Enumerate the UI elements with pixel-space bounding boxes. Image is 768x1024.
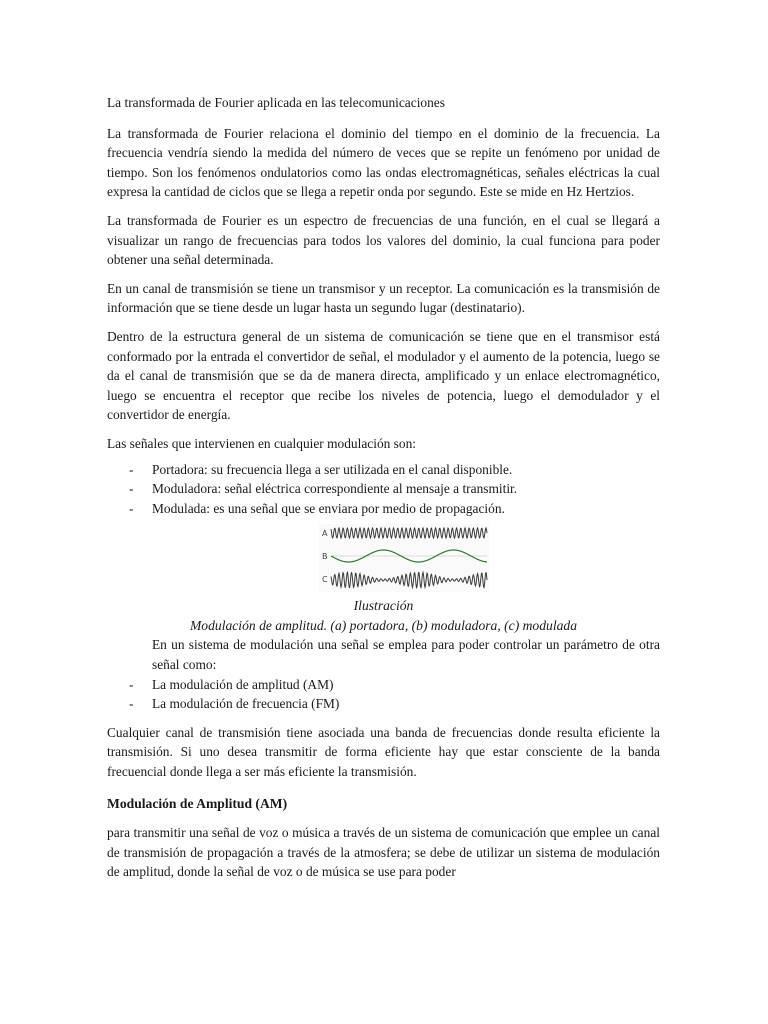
paragraph-modulation-system: En un sistema de modulación una señal se emplea para poder controlar un parámetro de otra señal como:: [152, 637, 660, 673]
list-item: [107, 460, 660, 480]
paragraph-frequency-band: Cualquier canal de transmisión tiene asociada una banda de frecuencias donde resulta eficiente la transmisión. Si uno desea transmitir de forma eficiente hay que estar consciente de la banda frecuencial donde llega a ser más eficiente la transmisión.: [107, 724, 660, 780]
label-b: B: [322, 552, 328, 562]
signals-list: [107, 460, 660, 519]
paragraph-structure: Dentro de la estructura general de un sistema de comunicación se tiene que en el transmisor está conformado por la entrada el convertidor de señal, el modulador y el aumento de la potencia, luego se da el canal de transmisión que se da de manera directa, amplificado y un enlace electromagnético, luego se encuentra el receptor que recibe los niveles de potencia, luego el demodulador y el convertidor de energía.: [107, 328, 660, 423]
list-item: [107, 499, 660, 519]
label-c: C: [322, 575, 328, 585]
dash-bullet: -: [129, 676, 134, 692]
section-heading-am: Modulación de Amplitud (AM): [107, 795, 288, 811]
list-item-text: Portadora: su frecuencia llega a ser utilizada en el canal disponible.: [152, 461, 513, 477]
modulation-types-list: [107, 675, 660, 714]
paragraph-fourier-intro: La transformada de Fourier relaciona el dominio del tiempo en el dominio de la frecuencia. La frecuencia vendría siendo la medida del número de veces que se repite un fenómeno por unidad de tiempo. Son los fenómenos ondulatorios como las ondas electromagnéticas, señales eléctricas la cual expresa la cantidad de ciclos que se llega a repetir onda por segundo. Este se mide en Hz Hertzios.: [107, 125, 660, 200]
paragraph-spectrum: La transformada de Fourier es un espectro de frecuencias de una función, en el cual se llegará a visualizar un rango de frecuencias para todos los valores del dominio, la cual funciona para poder obtener una señal determinada.: [107, 212, 660, 268]
list-item: [107, 694, 660, 714]
paragraph-signals-intro: Las señales que intervienen en cualquier modulación son:: [107, 435, 416, 451]
paragraph-channel: En un canal de transmisión se tiene un transmisor y un receptor. La comunicación es la transmisión de información que se tiene desde un lugar hasta un segundo lugar (destinatario).: [107, 280, 660, 316]
paragraph-am-intro: para transmitir una señal de voz o música a través de un sistema de comunicación que emplee un canal de transmisión de propagación a través de la atmosfera; se debe de utilizar un sistema de modulación de amplitud, donde la señal de voz o de música se use para poder: [107, 825, 660, 880]
document-title: La transformada de Fourier aplicada en las telecomunicaciones: [107, 95, 445, 110]
document-body: [107, 93, 660, 882]
list-item: [107, 675, 660, 695]
figure-caption-text: Modulación de amplitud. (a) portadora, (b) moduladora, (c) modulada: [189, 617, 577, 633]
list-item-text: La modulación de amplitud (AM): [152, 676, 334, 692]
label-a: A: [322, 529, 328, 539]
dash-bullet: -: [129, 461, 134, 477]
list-item-text: Modulada: es una señal que se enviara por medio de propagación.: [152, 500, 505, 516]
list-item-text: La modulación de frecuencia (FM): [152, 696, 340, 712]
dash-bullet: -: [129, 500, 134, 516]
list-item-text: Moduladora: señal eléctrica correspondiente al mensaje a transmitir.: [152, 481, 518, 497]
waveform-illustration: [319, 524, 489, 592]
dash-bullet: -: [129, 481, 134, 497]
list-item: [107, 479, 660, 499]
figure-caption-label: Ilustración: [353, 598, 414, 614]
modulation-figure: [107, 524, 660, 596]
dash-bullet: -: [129, 696, 134, 712]
